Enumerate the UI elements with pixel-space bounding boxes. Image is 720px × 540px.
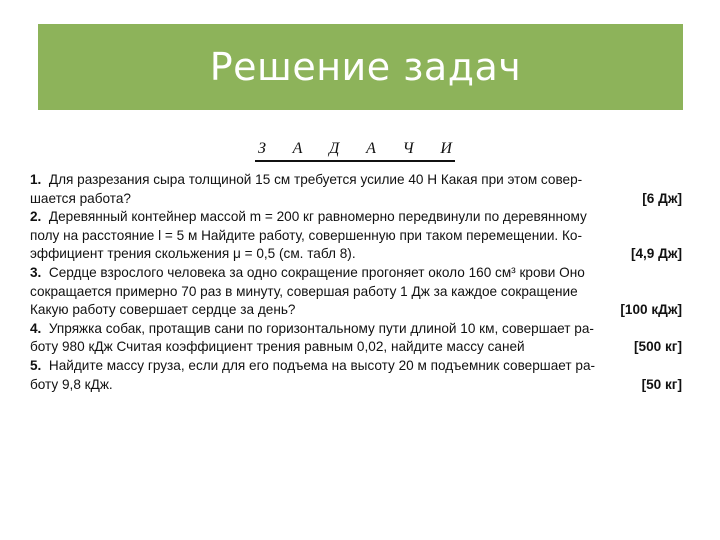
heading-letter: А <box>366 140 376 157</box>
task-line <box>30 227 682 246</box>
task-line <box>30 357 682 376</box>
task-text: боту 980 кДж Считая коэффициент трения равным 0,02, найдите массу саней <box>30 339 525 355</box>
task-line <box>30 190 682 209</box>
task-text: Сердце взрослого человека за одно сокращение прогоняет около 160 см³ крови Оно <box>48 264 585 280</box>
task-4 <box>30 320 682 357</box>
heading-letter: Ч <box>402 140 414 157</box>
task-number: 1. <box>30 172 42 187</box>
task-text: сокращается примерно 70 раз в минуту, совершая работу 1 Дж за каждое сокращение <box>30 283 578 299</box>
task-text: Какую работу совершает сердце за день? <box>30 302 296 318</box>
task-number: 3. <box>30 264 42 280</box>
task-line <box>30 283 682 302</box>
task-2 <box>30 208 682 264</box>
task-text: Для разрезания сыра толщиной 15 см требуется усилие 40 Н Какая при этом совер- <box>48 172 583 187</box>
task-line <box>30 320 682 339</box>
task-text: полу на расстояние l = 5 м Найдите работу, совершенную при таком перемещении. Ко- <box>30 227 582 243</box>
task-text: боту 9,8 кДж. <box>30 376 113 392</box>
task-answer: [4,9 Дж] <box>630 246 682 262</box>
task-3 <box>30 264 682 320</box>
task-line <box>30 301 682 320</box>
task-number: 4. <box>30 320 42 336</box>
task-1 <box>30 171 682 208</box>
tasks-heading <box>255 140 455 162</box>
task-answer: [100 кДж] <box>620 302 682 318</box>
task-5 <box>30 357 682 394</box>
task-line <box>30 264 682 283</box>
task-number: 2. <box>30 209 42 225</box>
heading-letter: З <box>258 140 266 157</box>
task-text: шается работа? <box>30 190 131 206</box>
task-answer: [6 Дж] <box>642 190 682 206</box>
task-answer: [500 кг] <box>634 339 682 355</box>
tasks-list <box>30 171 682 394</box>
task-number: 5. <box>30 357 42 373</box>
title-band <box>38 24 683 110</box>
heading-letter: Д <box>329 140 340 157</box>
slide-title: Решение задач <box>209 45 522 89</box>
task-line <box>30 376 682 395</box>
task-line <box>30 338 682 357</box>
heading-letter: А <box>292 140 303 157</box>
task-text: Упряжка собак, протащив сани по горизонтальному пути длиной 10 км, совершает ра- <box>48 320 594 336</box>
task-text: эффициент трения скольжения μ = 0,5 (см. табл 8). <box>30 246 356 262</box>
task-text: Деревянный контейнер массой m = 200 кг равномерно передвинули по деревянному <box>48 209 587 225</box>
task-line <box>30 171 682 190</box>
task-answer: [50 кг] <box>641 376 682 392</box>
task-line <box>30 245 682 264</box>
task-line <box>30 208 682 227</box>
heading-letter: И <box>440 140 452 157</box>
task-text: Найдите массу груза, если для его подъема на высоту 20 м подъемник совершает ра- <box>48 357 596 373</box>
